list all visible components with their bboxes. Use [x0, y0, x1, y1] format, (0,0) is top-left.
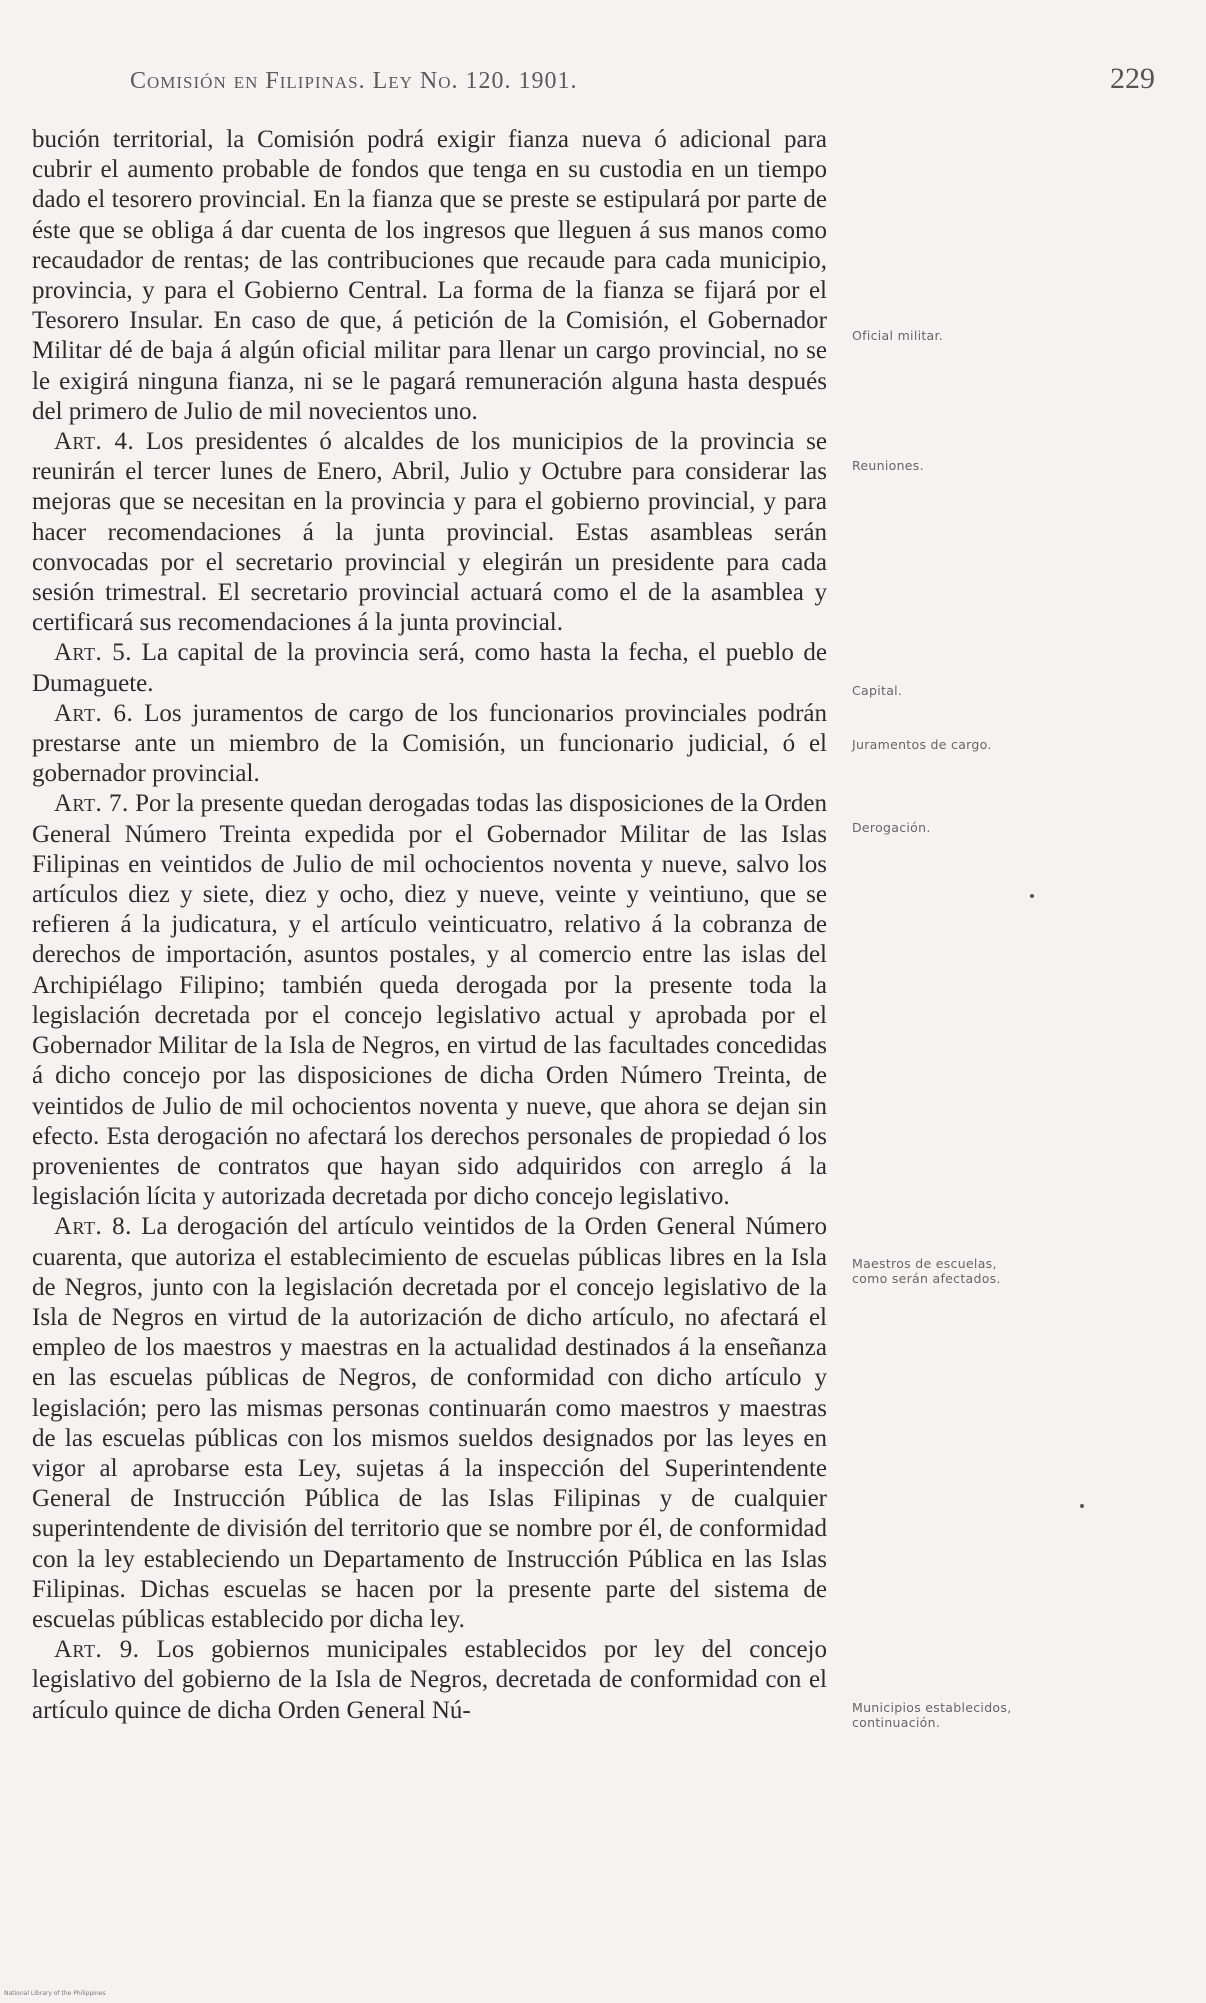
paragraph-text: bución territorial, la Comisión podrá exigir fianza nueva ó adicional para cubrir el aumento probable de fondos que tenga en su custodia en un tiempo dado el tesorero provincial. En la fianza que se preste se estipulará por parte de éste que se obliga á dar cuenta de los ingresos que lleguen á sus manos como recaudador de rentas; de las contribuciones que recaude para cada municipio, provincia, y para el Gobierno Central. La forma de la fianza se fijará por el Tesorero Insular. En caso de que, á petición de la Comisión, el Gobernador Militar dé de baja á algún oficial militar para llenar un cargo provincial, no se le exigirá ninguna fianza, ni se le pagará remuneración alguna hasta después del primero de Julio de mil novecientos uno.	[32, 126, 827, 425]
article-text: Los juramentos de cargo de los funcionarios provinciales podrán prestarse ante un miembro de la Comisión, un funcionario judicial, ó el gobernador provincial.	[32, 699, 827, 788]
margin-note-reuniones: Reuniones.	[852, 458, 924, 473]
scan-speck	[1080, 1504, 1084, 1508]
article-label: Art. 9.	[54, 1636, 140, 1664]
margin-note-maestros: Maestros de escuelas, como serán afectados.	[852, 1256, 1001, 1286]
article-label: Art. 6.	[54, 699, 134, 727]
scan-credit: National Library of the Philippines	[4, 1990, 106, 1997]
article-9	[32, 1635, 827, 1726]
article-text: La capital de la provincia será, como hasta la fecha, el pueblo de Dumaguete.	[32, 639, 827, 697]
article-label: Art. 7.	[54, 790, 129, 818]
article-7	[32, 789, 827, 1212]
article-text: Los presidentes ó alcaldes de los municipios de la provincia se reunirán el tercer lunes de Enero, Abril, Julio y Octubre para considerar las mejoras que se necesitan en la provincia y para el gobierno provincial, y para hacer recomendaciones á la junta provincial. Estas asambleas serán convocadas por el secretario provincial y elegirán un presidente para cada sesión trimestral. El secretario provincial actuará como el de la asamblea y certificará sus recomendaciones á la junta provincial.	[32, 428, 827, 637]
body-text	[32, 125, 827, 1726]
page-number: 229	[1110, 62, 1155, 95]
article-label: Art. 4.	[54, 428, 135, 456]
article-text: Por la presente quedan derogadas todas las disposiciones de la Orden General Número Treinta expedida por el Gobernador Militar de las Islas Filipinas en veintidos de Julio de mil ochocientos noventa y nueve, salvo los artículos diez y siete, diez y ocho, diez y nueve, veinte y veintiuno, que se refieren á la judicatura, y el artículo veinticuatro, relativo á la cobranza de derechos de importación, asuntos postales, y al comercio entre las islas del Archipiélago Filipino; también queda derogada por la presente toda la legislación decretada por el concejo legislativo actual y aprobada por el Gobernador Militar de la Isla de Negros, en virtud de las facultades concedidas á dicho concejo por las disposiciones de dicha Orden Número Treinta, de veintidos de Julio de mil ochocientos noventa y nueve, que ahora se dejan sin efecto. Esta derogación no afectará los derechos personales de propiedad ó los provenientes de contratos que hayan sido adquiridos con arreglo á la legislación lícita y autorizada decretada por dicho concejo legislativo.	[32, 790, 828, 1211]
article-label: Art. 5.	[54, 639, 133, 667]
margin-note-capital: Capital.	[852, 683, 903, 698]
article-label: Art. 8.	[54, 1213, 132, 1241]
article-4	[32, 427, 827, 638]
article-text: Los gobiernos municipales establecidos por ley del concejo legislativo del gobierno de la Isla de Negros, decretada de conformidad con el artículo quince de dicha Orden General Nú-	[32, 1636, 827, 1724]
running-head: Comisión en Filipinas. Ley No. 120. 1901.	[130, 68, 578, 94]
scan-speck	[1030, 894, 1034, 898]
paragraph-continuation	[32, 125, 827, 427]
margin-note-municipios: Municipios establecidos, continuación.	[852, 1700, 1012, 1730]
margin-note-derogacion: Derogación.	[852, 820, 931, 835]
margin-note-juramentos: Juramentos de cargo.	[852, 737, 992, 752]
margin-note-oficial-militar: Oficial militar.	[852, 328, 944, 343]
article-text: La derogación del artículo veintidos de la Orden General Número cuarenta, que autoriza el establecimiento de escuelas públicas libres en la Isla de Negros, junto con la legislación decretada por el concejo legislativo de la Isla de Negros en virtud de la autorización de dicho artículo, no afectará el empleo de los maestros y maestras en la actualidad destinados á la enseñanza en las escuelas públicas de Negros, de conformidad con dicho artículo y legislación; pero las mismas personas continuarán como maestros y maestras de las escuelas públicas con los mismos sueldos designados por las leyes en vigor al aprobarse esta Ley, sujetas á la inspección del Superintendente General de Instrucción Pública de las Islas Filipinas y de cualquier superintendente de división del territorio que se nombre por él, de conformidad con la ley estableciendo un Departamento de Instrucción Pública en las Islas Filipinas. Dichas escuelas se hacen por la presente parte del sistema de escuelas públicas establecido por dicha ley.	[32, 1213, 827, 1633]
article-6	[32, 699, 827, 790]
article-5	[32, 638, 827, 698]
article-8	[32, 1212, 827, 1635]
